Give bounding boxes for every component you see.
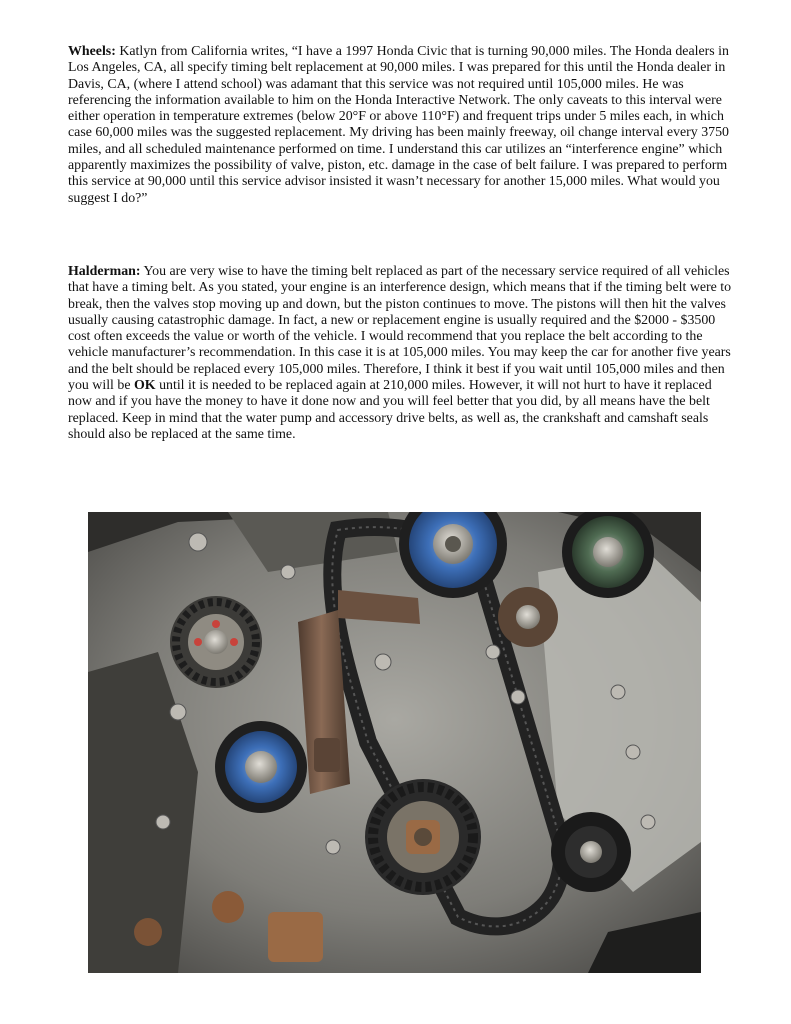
answer-emphasis: OK bbox=[133, 378, 156, 394]
question-speaker: Wheels: bbox=[68, 44, 116, 59]
answer-paragraph bbox=[68, 264, 732, 443]
answer-text-continued: until it is needed to be replaced again at 210,000 miles. However, it will not hurt to have it replaced now and if you have the money to have it done now and you will feel better that you did, by all means have the belt replaced. Keep in mind that the water pump and accessory drive belts, as well as, the crankshaft and camshaft seals should also be replaced at the same time. bbox=[68, 378, 712, 442]
engine-photo-illustration bbox=[88, 512, 701, 973]
timing-belt-engine-photo bbox=[88, 512, 701, 973]
question-paragraph bbox=[68, 44, 732, 207]
answer-speaker: Halderman: bbox=[68, 264, 141, 279]
answer-text: You are very wise to have the timing belt replaced as part of the necessary service required of all vehicles that have a timing belt. As you stated, your engine is an interference design, which means that if the timing belt were to break, then the valves stop moving up and down, but the piston continues to move. The pistons will then hit the valves usually causing catastrophic damage. In fact, a new or replacement engine is usually required and the $2000 - $3500 cost often exceeds the value or worth of the vehicle. I would recommend that you replace the belt according to the vehicle manufacturer’s recommendation. In this case it is at 105,000 miles. You may keep the car for another five years and the belt should be replaced every 105,000 miles. Therefore, I think it best if you wait until 105,000 miles and then you will be bbox=[68, 264, 732, 394]
question-text: Katlyn from California writes, “I have a 1997 Honda Civic that is turning 90,000 miles. The Honda dealers in Los Angeles, CA, all specify timing belt replacement at 90,000 miles. I was prepared for this until the Honda dealer in Davis, CA, (where I attend school) was adamant that this service was not required until 105,000 miles. He was referencing the information available to him on the Honda Interactive Network. The only caveats to this interval were either operation in temperature extremes (below 20°F or above 110°F) and frequent trips under 5 miles each, in which case 60,000 miles was the suggested replacement. My driving has been mainly freeway, oil change interval every 3750 miles, and all scheduled maintenance performed on time. I understand this car utilizes an “interference engine” which apparently maximizes the possibility of valve, piston, etc. damage in the case of belt failure. I was prepared to perform this service at 90,000 until this service advisor insisted it wasn’t necessary for another 15,000 miles. What would you suggest I do?” bbox=[68, 44, 730, 206]
